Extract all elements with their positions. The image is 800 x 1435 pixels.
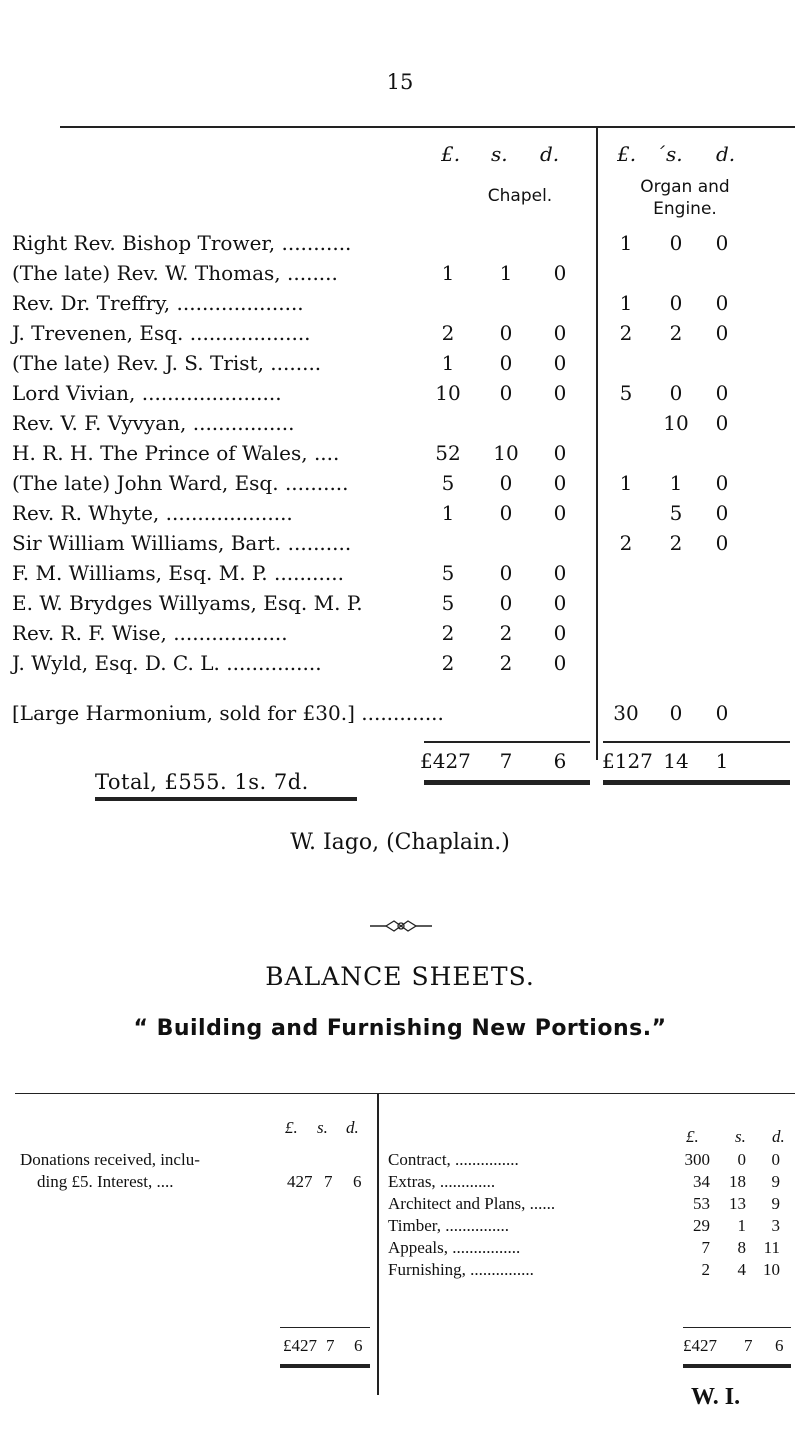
organ-shillings: 0 xyxy=(669,381,683,405)
left-double-rule xyxy=(280,1364,370,1368)
organ-pounds: 30 xyxy=(613,701,639,725)
chapel-shillings: 2 xyxy=(499,621,513,645)
chapel-column-label: Chapel. xyxy=(487,186,553,206)
right-total-pounds: £427 xyxy=(683,1336,717,1355)
chapel-pound-header: £. xyxy=(441,142,461,166)
left-total-pence: 6 xyxy=(354,1336,363,1355)
organ-shilling-header: ́s. xyxy=(666,142,683,166)
expense-label: Contract, ............... xyxy=(388,1150,519,1169)
chapel-pounds: 5 xyxy=(441,561,455,585)
expense-label: Furnishing, ............... xyxy=(388,1260,534,1279)
chapel-shillings: 0 xyxy=(499,591,513,615)
left-total-pounds: £427 xyxy=(283,1336,317,1355)
subscriber-name: E. W. Brydges Willyams, Esq. M. P. xyxy=(12,591,363,615)
chapel-pence: 0 xyxy=(553,321,567,345)
expense-pence: 3 xyxy=(771,1216,780,1235)
balance-top-rule xyxy=(15,1093,795,1094)
expense-label: Architect and Plans, ...... xyxy=(388,1194,556,1213)
left-shilling-header: s. xyxy=(317,1118,328,1137)
organ-shillings: 1 xyxy=(669,471,683,495)
left-pence-header: d. xyxy=(346,1118,359,1137)
chapel-pence: 0 xyxy=(553,471,567,495)
expense-pounds: 300 xyxy=(684,1150,710,1169)
donations-pence: 6 xyxy=(353,1172,362,1191)
page-number: 15 xyxy=(386,70,414,94)
expense-shillings: 1 xyxy=(737,1216,746,1235)
organ-pounds: 1 xyxy=(619,231,633,255)
column-divider xyxy=(596,126,598,760)
chapel-pence: 0 xyxy=(553,561,567,585)
organ-pence: 0 xyxy=(715,501,729,525)
expense-shillings: 4 xyxy=(737,1260,746,1279)
expense-label: Appeals, ................ xyxy=(388,1238,521,1257)
expense-pounds: 53 xyxy=(693,1194,710,1213)
chapel-double-rule xyxy=(424,780,590,785)
organ-shillings: 0 xyxy=(669,291,683,315)
subscriber-name: (The late) Rev. J. S. Trist, ........ xyxy=(12,351,322,375)
chapel-shillings: 0 xyxy=(499,561,513,585)
harmonium-label: [Large Harmonium, sold for £30.] ............. xyxy=(12,701,444,725)
chapel-pence: 0 xyxy=(553,651,567,675)
organ-pounds: 1 xyxy=(619,471,633,495)
left-total-shillings: 7 xyxy=(326,1336,335,1355)
organ-shillings: 2 xyxy=(669,531,683,555)
chapel-pounds: 2 xyxy=(441,621,455,645)
chaplain-signature: W. Iago, (Chaplain.) xyxy=(290,830,510,855)
chapel-pounds: 52 xyxy=(435,441,461,465)
chapel-pounds: 1 xyxy=(441,261,455,285)
organ-total-rule xyxy=(603,741,790,743)
organ-shillings: 0 xyxy=(669,231,683,255)
right-total-rule xyxy=(683,1327,791,1328)
expense-label: Timber, ............... xyxy=(388,1216,510,1235)
organ-pounds: 1 xyxy=(619,291,633,315)
organ-total-shillings: 14 xyxy=(663,749,689,773)
initials: W. I. xyxy=(691,1384,741,1410)
chapel-pounds: 2 xyxy=(441,321,455,345)
grand-total-rule xyxy=(95,797,357,801)
organ-shillings: 10 xyxy=(663,411,689,435)
expense-pounds: 34 xyxy=(693,1172,710,1191)
expense-shillings: 13 xyxy=(729,1194,746,1213)
balance-column-divider xyxy=(377,1093,379,1395)
organ-pounds: 2 xyxy=(619,321,633,345)
chapel-total-shillings: 7 xyxy=(499,749,513,773)
organ-shillings: 2 xyxy=(669,321,683,345)
ornament-divider-icon xyxy=(370,918,432,937)
expense-shillings: 8 xyxy=(737,1238,746,1257)
chapel-shillings: 0 xyxy=(499,351,513,375)
subscriber-name: (The late) John Ward, Esq. .......... xyxy=(12,471,349,495)
right-shilling-header: s. xyxy=(735,1127,746,1146)
organ-total-pence: 1 xyxy=(715,749,729,773)
chapel-pence: 0 xyxy=(553,351,567,375)
subscriber-name: Rev. R. Whyte, .................... xyxy=(12,501,293,525)
subscriber-name: J. Trevenen, Esq. ................... xyxy=(12,321,311,345)
expense-shillings: 18 xyxy=(729,1172,746,1191)
organ-pence: 0 xyxy=(715,231,729,255)
organ-pence: 0 xyxy=(715,411,729,435)
organ-pence: 0 xyxy=(715,321,729,345)
chapel-shillings: 1 xyxy=(499,261,513,285)
subscriber-name: F. M. Williams, Esq. M. P. ........... xyxy=(12,561,344,585)
subscriber-name: J. Wyld, Esq. D. C. L. ............... xyxy=(12,651,322,675)
expense-pence: 9 xyxy=(771,1172,780,1191)
organ-pounds: 5 xyxy=(619,381,633,405)
expense-shillings: 0 xyxy=(737,1150,746,1169)
organ-pound-header: £. xyxy=(617,142,637,166)
chapel-pounds: 2 xyxy=(441,651,455,675)
expense-pence: 10 xyxy=(763,1260,780,1279)
chapel-pence: 0 xyxy=(553,621,567,645)
right-pound-header: £. xyxy=(686,1127,699,1146)
chapel-pence: 0 xyxy=(553,381,567,405)
chapel-pounds: 5 xyxy=(441,471,455,495)
chapel-pounds: 10 xyxy=(435,381,461,405)
expense-pence: 0 xyxy=(771,1150,780,1169)
subscriber-name: Right Rev. Bishop Trower, ........... xyxy=(12,231,352,255)
subscriber-name: (The late) Rev. W. Thomas, ........ xyxy=(12,261,338,285)
right-total-shillings: 7 xyxy=(744,1336,753,1355)
chapel-shillings: 0 xyxy=(499,501,513,525)
organ-shillings: 0 xyxy=(669,701,683,725)
chapel-pence: 0 xyxy=(553,591,567,615)
subscriber-name: Rev. R. F. Wise, .................. xyxy=(12,621,288,645)
organ-pence: 0 xyxy=(715,701,729,725)
chapel-total-pence: 6 xyxy=(553,749,567,773)
right-double-rule xyxy=(683,1364,791,1368)
subscriber-name: Rev. Dr. Treffry, .................... xyxy=(12,291,304,315)
chapel-pounds: 1 xyxy=(441,351,455,375)
subscriber-name: Lord Vivian, ...................... xyxy=(12,381,282,405)
donations-line-1: Donations received, inclu- xyxy=(20,1150,200,1169)
chapel-pence: 0 xyxy=(553,441,567,465)
chapel-shillings: 0 xyxy=(499,321,513,345)
balance-sheets-subtitle: “ Building and Furnishing New Portions.” xyxy=(133,1016,667,1041)
organ-pence: 0 xyxy=(715,471,729,495)
subscriber-name: Rev. V. F. Vyvyan, ................ xyxy=(12,411,295,435)
chapel-total-pounds: £427 xyxy=(420,749,471,773)
chapel-pence-header: d. xyxy=(540,142,560,166)
left-total-rule xyxy=(280,1327,370,1328)
organ-column-label-2: Engine. xyxy=(653,199,717,219)
expense-pounds: 29 xyxy=(693,1216,710,1235)
chapel-shillings: 0 xyxy=(499,381,513,405)
chapel-shillings: 10 xyxy=(493,441,519,465)
organ-pence: 0 xyxy=(715,291,729,315)
balance-sheets-title: BALANCE SHEETS. xyxy=(265,962,535,991)
left-pound-header: £. xyxy=(285,1118,298,1137)
expense-pounds: 2 xyxy=(701,1260,710,1279)
organ-pence: 0 xyxy=(715,531,729,555)
donations-line-2: ding £5. Interest, .... xyxy=(37,1172,174,1191)
organ-double-rule xyxy=(603,780,790,785)
donations-pounds: 427 xyxy=(287,1172,313,1191)
chapel-shillings: 0 xyxy=(499,471,513,495)
organ-pence-header: d. xyxy=(716,142,736,166)
chapel-pence: 0 xyxy=(553,501,567,525)
expense-label: Extras, ............. xyxy=(388,1172,496,1191)
table-top-rule xyxy=(60,126,795,128)
chapel-pence: 0 xyxy=(553,261,567,285)
right-total-pence: 6 xyxy=(775,1336,784,1355)
chapel-pounds: 1 xyxy=(441,501,455,525)
expense-pounds: 7 xyxy=(701,1238,710,1257)
organ-total-pounds: £127 xyxy=(602,749,653,773)
grand-total: Total, £555. 1s. 7d. xyxy=(95,770,309,794)
subscriber-name: H. R. H. The Prince of Wales, .... xyxy=(12,441,340,465)
subscriber-name: Sir William Williams, Bart. .......... xyxy=(12,531,352,555)
organ-pence: 0 xyxy=(715,381,729,405)
donations-shillings: 7 xyxy=(324,1172,333,1191)
organ-pounds: 2 xyxy=(619,531,633,555)
expense-pence: 9 xyxy=(771,1194,780,1213)
chapel-total-rule xyxy=(424,741,590,743)
chapel-shilling-header: s. xyxy=(491,142,508,166)
chapel-shillings: 2 xyxy=(499,651,513,675)
organ-column-label-1: Organ and xyxy=(640,177,730,197)
chapel-pounds: 5 xyxy=(441,591,455,615)
organ-shillings: 5 xyxy=(669,501,683,525)
right-pence-header: d. xyxy=(772,1127,785,1146)
expense-pence: 11 xyxy=(763,1238,780,1257)
